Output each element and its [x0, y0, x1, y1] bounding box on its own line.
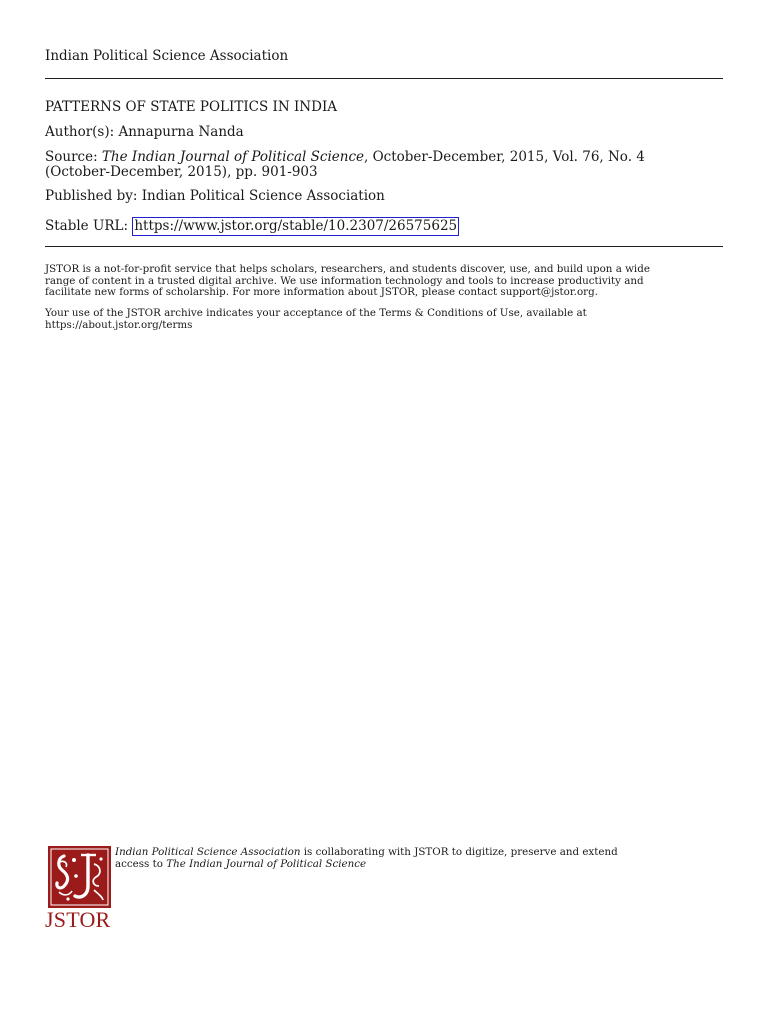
published-line [45, 188, 385, 204]
terms-line: Your use of the JSTOR archive indicates your acceptance of the Terms & Conditions of Use, available at [45, 307, 587, 319]
partner-name: Indian Political Science Association [115, 846, 301, 858]
top-divider [45, 78, 723, 79]
author-label: Author(s): [45, 124, 115, 140]
access-text: access to [115, 857, 167, 870]
collab-text: is collaborating with JSTOR to digitize, preserve and extend [300, 846, 618, 858]
notice-line: range of content in a trusted digital archive. We use information technology and tools to increase productivity and [45, 274, 644, 287]
notice-line: facilitate new forms of scholarship. For more information about JSTOR, please contact support@jstor.org. [45, 286, 598, 299]
footer-journal-name: The Indian Journal of Political Science [166, 857, 367, 870]
jstor-logo-icon [48, 846, 111, 908]
terms-paragraph [45, 308, 725, 331]
article-title: PATTERNS OF STATE POLITICS IN INDIA [45, 99, 338, 115]
jstor-logo-text: JSTOR [45, 907, 111, 932]
notice-line: JSTOR is a not-for-profit service that helps scholars, researchers, and students discover, use, and build upon a wide [45, 263, 650, 275]
stable-url-label: Stable URL: [45, 218, 129, 234]
author-line [45, 124, 244, 140]
bottom-divider [45, 246, 723, 247]
source-details: , October-December, 2015, Vol. 76, No. 4 [364, 149, 645, 165]
stable-url-link[interactable]: https://www.jstor.org/stable/10.2307/26575625 [134, 218, 458, 234]
collaboration-statement [115, 847, 715, 870]
journal-name: The Indian Journal of Political Science [101, 149, 364, 165]
source-label: Source: [45, 149, 98, 165]
collab-line-2 [115, 859, 715, 871]
terms-url[interactable]: https://about.jstor.org/terms [45, 318, 193, 331]
jstor-notice-paragraph [45, 264, 725, 299]
published-label: Published by: [45, 188, 138, 204]
author-name: Annapurna Nanda [118, 124, 244, 140]
source-line-2: (October-December, 2015), pp. 901-903 [45, 164, 318, 180]
stable-url-line [45, 217, 459, 236]
publisher-name: Indian Political Science Association [141, 188, 385, 204]
source-line [45, 149, 645, 165]
publisher-header: Indian Political Science Association [45, 48, 289, 64]
